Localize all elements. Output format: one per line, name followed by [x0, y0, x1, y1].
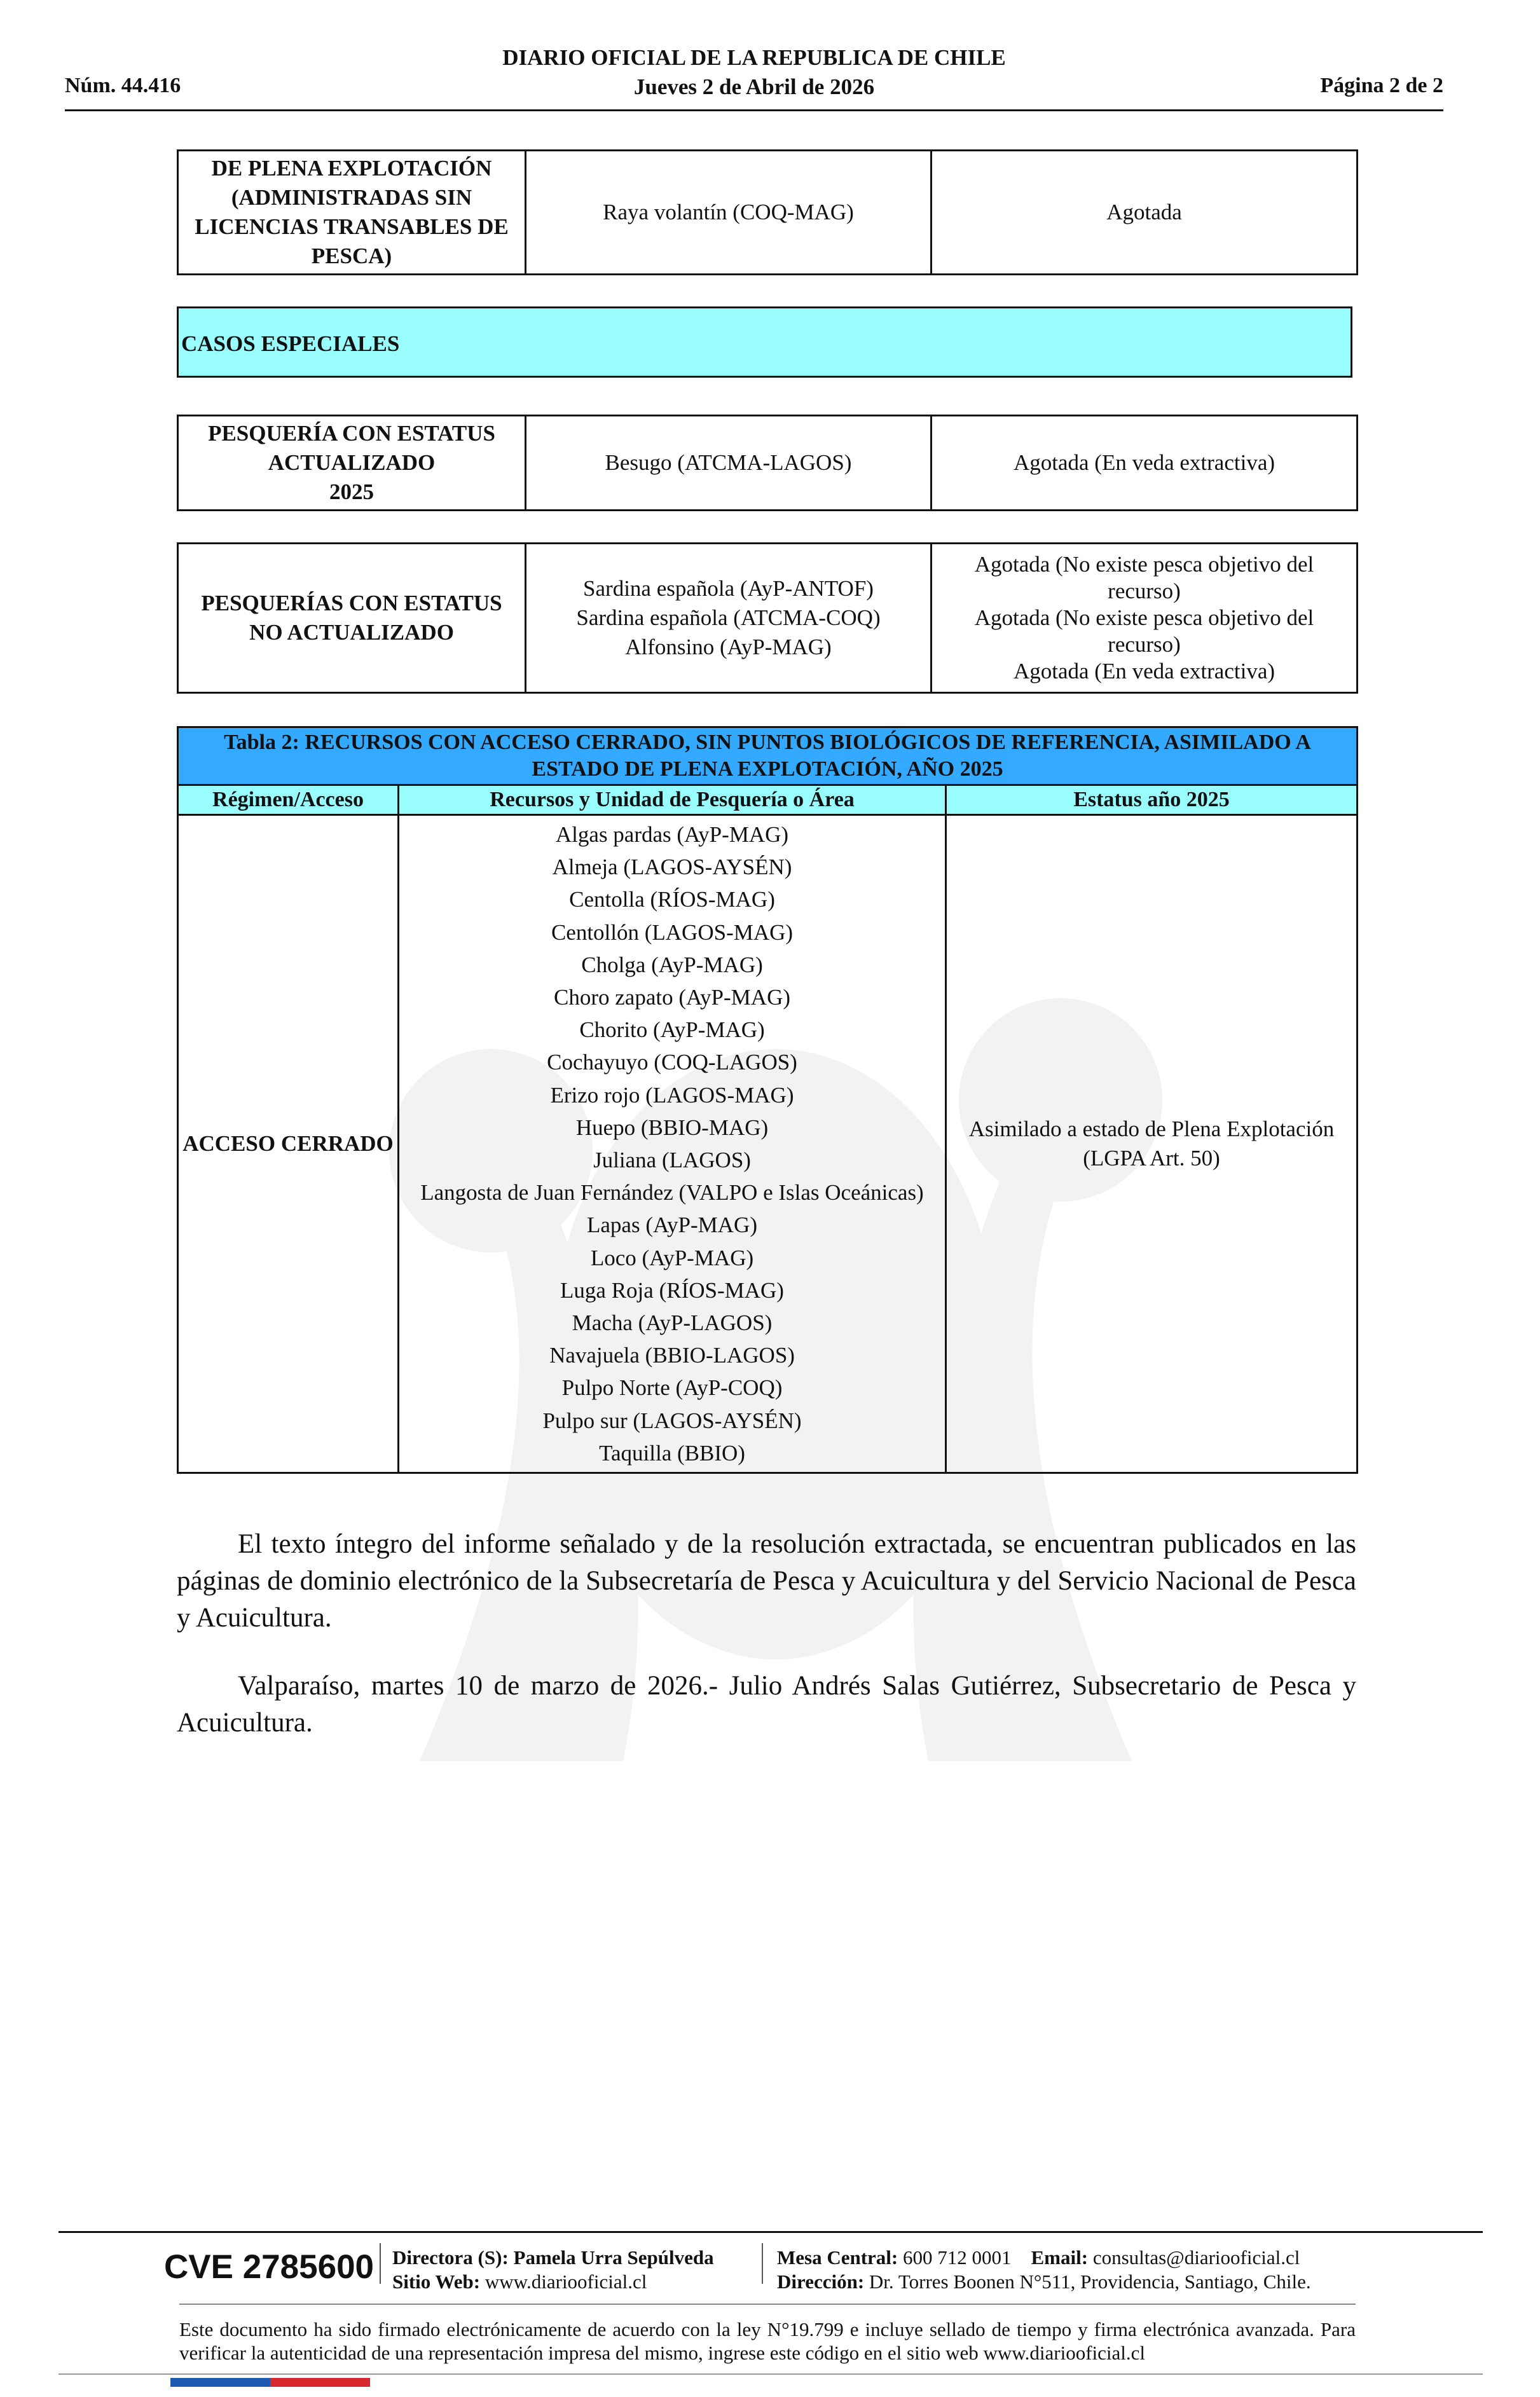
resource-item: Algas pardas (AyP-MAG): [555, 822, 789, 847]
table-estatus-actualizado: [177, 415, 1358, 511]
website-link[interactable]: www.diariooficial.cl: [485, 2270, 647, 2293]
casos-especiales-banner: CASOS ESPECIALES: [177, 306, 1352, 378]
status-cell: Asimilado a estado de Plena Explotación (LGPA Art. 50): [946, 815, 1358, 1473]
address: Dr. Torres Boonen N°511, Providencia, Santiago, Chile.: [869, 2270, 1311, 2293]
resource-item: Chorito (AyP-MAG): [579, 1017, 765, 1043]
resource-item: Centollón (LAGOS-MAG): [551, 919, 794, 945]
status-cell: Agotada (No existe pesca objetivo del recurso) Agotada (No existe pesca objetivo del recurso) Agotada (En veda extractiva): [932, 544, 1358, 693]
footer-separator: [380, 2243, 381, 2284]
resource-item: Loco (AyP-MAG): [590, 1245, 754, 1270]
red-bar: [270, 2378, 370, 2387]
blue-bar: [170, 2378, 270, 2387]
issue-number: Núm. 44.416: [65, 74, 181, 97]
resources-list-cell: [399, 815, 946, 1473]
resource-item: Lapas (AyP-MAG): [587, 1212, 757, 1238]
resource-item: Huepo (BBIO-MAG): [575, 1115, 769, 1140]
page-header: [65, 43, 1443, 114]
footer-disclaimer: Este documento ha sido firmado electrónicamente de acuerdo con la ley N°19.799 e incluye sellado de tiempo y firma electrónica avanzada. Para verificar la autenticidad de una representación impresa del mismo, ingrese este código en el sitio web www.diariooficial.cl: [179, 2318, 1356, 2364]
footer-separator: [762, 2243, 763, 2284]
flag-color-bars: [170, 2378, 370, 2387]
resource-item: Cholga (AyP-MAG): [581, 952, 763, 977]
newspaper-title: DIARIO OFICIAL DE LA REPUBLICA DE CHILE Jueves 2 de Abril de 2026: [65, 43, 1443, 102]
resource-item: Luga Roja (RÍOS-MAG): [560, 1277, 784, 1303]
resource-item: Juliana (LAGOS): [593, 1148, 751, 1173]
table-2-acceso-cerrado: [177, 726, 1358, 1474]
resource-item: Pulpo Norte (AyP-COQ): [561, 1375, 783, 1401]
resource-cell: Besugo (ATCMA-LAGOS): [526, 416, 932, 511]
cve-code: CVE 2785600: [164, 2248, 375, 2286]
paragraph-signature: Valparaíso, martes 10 de marzo de 2026.- Julio Andrés Salas Gutiérrez, Subsecretario de Pesca y Acuicultura.: [177, 1671, 1356, 1738]
table-caption-row: [178, 727, 1358, 785]
regime-cell: ACCESO CERRADO: [178, 815, 399, 1473]
resource-item: Taquilla (BBIO): [599, 1440, 745, 1466]
column-header-status: Estatus año 2025: [946, 785, 1358, 815]
footer-contact-block: Mesa Central: 600 712 0001 Email: consultas@diariooficial.cl Dirección: Dr. Torres Boonen N°511, Providencia, Santiago, Chile.: [777, 2246, 1311, 2293]
resource-item: Pulpo sur (LAGOS-AYSÉN): [542, 1408, 802, 1433]
table-row: [178, 151, 1358, 275]
resource-cell: Raya volantín (COQ-MAG): [526, 151, 932, 275]
column-header-regime: Régimen/Acceso: [178, 785, 399, 815]
regime-cell: PESQUERÍA CON ESTATUS ACTUALIZADO 2025: [178, 416, 526, 511]
footer-divider-bottom: [58, 2373, 1483, 2375]
table-row: [178, 416, 1358, 511]
page-number: Página 2 de 2: [1320, 74, 1443, 97]
table-row: [178, 815, 1358, 1473]
resource-item: Erizo rojo (LAGOS-MAG): [550, 1082, 794, 1108]
footer-director-block: Directora (S): Pamela Urra Sepúlveda Sitio Web: www.diariooficial.cl: [392, 2246, 714, 2293]
regime-cell: PESQUERÍAS CON ESTATUS NO ACTUALIZADO: [178, 544, 526, 693]
header-divider: [65, 109, 1443, 111]
resource-cell: Sardina española (AyP-ANTOF) Sardina española (ATCMA-COQ) Alfonsino (AyP-MAG): [526, 544, 932, 693]
email-link[interactable]: consultas@diariooficial.cl: [1092, 2246, 1300, 2269]
regime-cell: DE PLENA EXPLOTACIÓN (ADMINISTRADAS SIN LICENCIAS TRANSABLES DE PESCA): [178, 151, 526, 275]
phone-number: 600 712 0001: [903, 2246, 1012, 2269]
table-estatus-no-actualizado: [177, 542, 1358, 694]
table-caption: Tabla 2: RECURSOS CON ACCESO CERRADO, SIN PUNTOS BIOLÓGICOS DE REFERENCIA, ASIMILADO A ESTADO DE PLENA EXPLOTACIÓN, AÑO 2025: [178, 727, 1358, 785]
footer-divider-top: [58, 2231, 1483, 2233]
resource-item: Navajuela (BBIO-LAGOS): [549, 1343, 795, 1368]
status-cell: Agotada (En veda extractiva): [932, 416, 1358, 511]
resource-item: Macha (AyP-LAGOS): [572, 1310, 773, 1336]
resource-item: Langosta de Juan Fernández (VALPO e Islas Oceánicas): [420, 1180, 924, 1205]
status-cell: Agotada: [932, 151, 1358, 275]
resource-item: Cochayuyo (COQ-LAGOS): [547, 1050, 797, 1075]
footer-divider-mid: [179, 2304, 1356, 2305]
resource-item: Choro zapato (AyP-MAG): [554, 985, 790, 1010]
table-header-row: [178, 785, 1358, 815]
table-row: [178, 544, 1358, 693]
resource-item: Centolla (RÍOS-MAG): [569, 887, 775, 912]
paragraph-text: El texto íntegro del informe señalado y de la resolución extractada, se encuentran publicados en las páginas de dominio electrónico de la Subsecretaría de Pesca y Acuicultura y del Servicio Nacional de Pesca y Acuicultura.: [177, 1529, 1356, 1633]
issue-date: Jueves 2 de Abril de 2026: [633, 74, 875, 99]
resource-item: Almeja (LAGOS-AYSÉN): [552, 855, 792, 880]
director-name: Pamela Urra Sepúlveda: [513, 2246, 714, 2269]
column-header-resources: Recursos y Unidad de Pesquería o Área: [399, 785, 946, 815]
table-plena-explotacion: [177, 149, 1358, 275]
